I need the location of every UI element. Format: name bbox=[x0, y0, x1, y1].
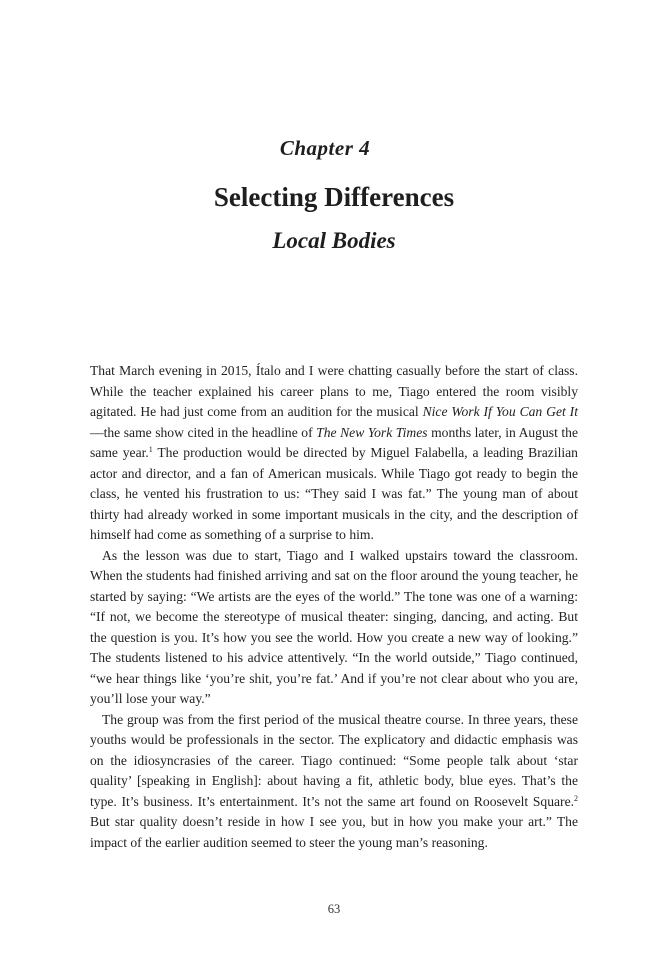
paragraph-2: As the lesson was due to start, Tiago and I walked upstairs toward the classroom. When the students had finished arriving and sat on the floor around the young teacher, he started by saying: “We artists are the eyes of the world.” The tone was one of a warning: “If not, we become the stereotype of musical theater: singing, dancing, and acting. But the question is you. It’s how you see the world. How you create a new way of looking.” The students listened to his advice attentively. “In the world outside,” Tiago continued, “we hear things like ‘you’re shit, you’re fat.’ And if you’re not clear about who you are, you’ll lose your way.” bbox=[90, 547, 578, 706]
musical-title: Nice Work If You Can Get It bbox=[422, 404, 578, 419]
chapter-number: Chapter 4 bbox=[279, 136, 371, 160]
paragraph-1-text-d: The production would be directed by Miguel Falabella, a leading Brazilian actor and director, and a fan of American musicals. While Tiago got ready to begin the class, he vented his frustration to us: “They said I was fat.” The young man of about thirty had already worked in some important musicals in the city, and the description of himself had come as something of a surprise to him. bbox=[90, 445, 578, 542]
paragraph-1-text-b: —the same show cited in the headline of bbox=[90, 424, 317, 440]
paragraph-3 bbox=[90, 710, 578, 854]
paragraph-1-text-a: That March evening in 2015, Ítalo and I were chatting casually before the start of class. While the teacher explained his career plans to me, Tiago entered the room visibly agitated. He had just come from an audition for the musical bbox=[90, 363, 578, 419]
chapter-title: Selecting Differences bbox=[213, 182, 455, 212]
paragraph-1-text-c: months later, in August the same year. bbox=[90, 424, 578, 460]
page-number: 63 bbox=[327, 902, 341, 916]
footnote-marker-2: 2 bbox=[574, 793, 578, 803]
body-text bbox=[90, 361, 578, 853]
footnote-marker-1: 1 bbox=[148, 445, 153, 454]
chapter-subtitle: Local Bodies bbox=[272, 228, 396, 253]
paragraph-3-text-a: The group was from the first period of the musical theatre course. In three years, these youths would be professionals in the sector. The explicatory and didactic emphasis was on the idiosyncrasies of the career. Tiago continued: “Some people talk about ‘star quality’ [speaking in English]: about having a fit, athletic body, blue eyes. That’s the type. It’s business. It’s entertainment. It’s not the same art found on Roosevelt Square. bbox=[90, 711, 578, 809]
newspaper-title: The New York Times bbox=[316, 424, 428, 440]
paragraph-1 bbox=[90, 361, 578, 546]
paragraph-3-text-b: But star quality doesn’t reside in how I see you, but in how you make your art.” The impact of the earlier audition seemed to steer the young man’s reasoning. bbox=[90, 814, 578, 850]
